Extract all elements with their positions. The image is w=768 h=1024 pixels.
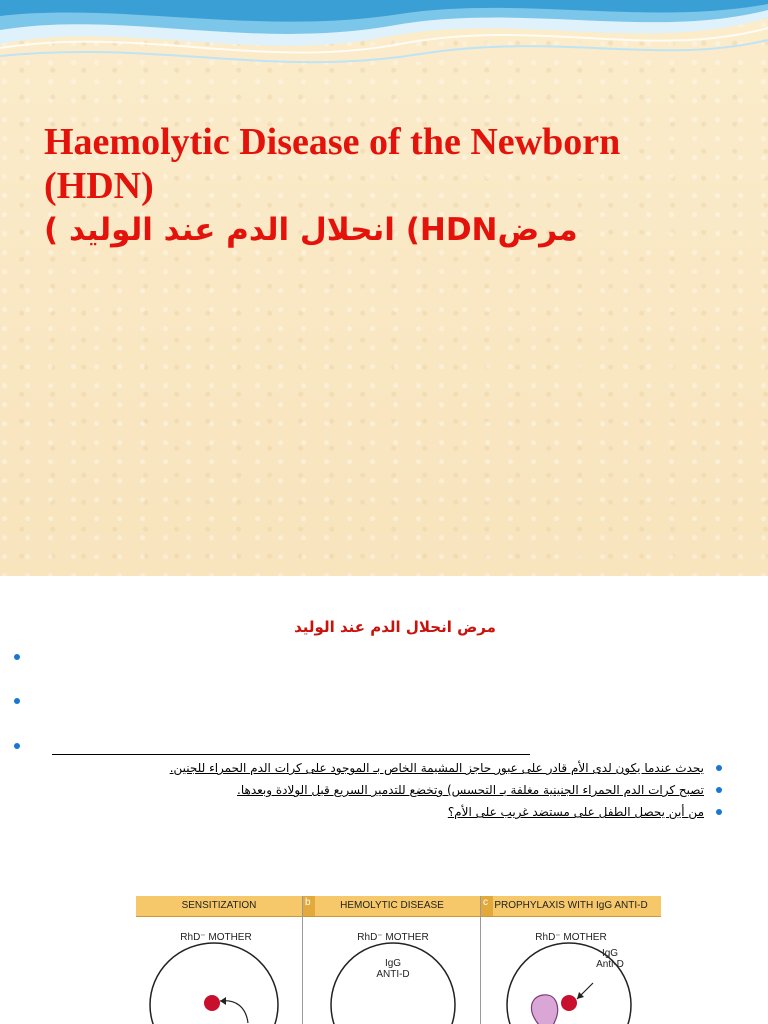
panel-letter — [136, 896, 148, 916]
wave-banner — [0, 0, 768, 80]
bullet-text: من أين يحصل الطفل على مستضد غريب على الأم؟ — [447, 805, 704, 819]
mother-label: RhD⁻ MOTHER — [357, 932, 429, 943]
content-slide — [0, 576, 768, 1024]
panel-header — [136, 896, 302, 917]
panel-sensitization — [136, 896, 302, 1024]
panel-hemolytic-disease — [302, 896, 481, 1024]
list-item — [60, 804, 708, 820]
panel-header — [481, 896, 661, 917]
panel-letter: b — [303, 896, 315, 916]
antibody-label: IgG Anti-D — [596, 948, 624, 970]
panel-title: HEMOLYTIC DISEASE — [340, 900, 444, 911]
mother-label: RhD⁻ MOTHER — [535, 932, 607, 943]
list-item — [60, 760, 708, 776]
slide-heading: مرض انحلال الدم عند الوليد — [294, 618, 496, 636]
bullet-text: تصبح كرات الدم الحمراء الجنينية مغلفة بـ التحسس) وتخضع للتدمير السريع قبل الولادة وبعدها. — [237, 783, 704, 797]
rh-disease-figure — [136, 896, 660, 1024]
slide-title — [44, 120, 744, 252]
list-item — [60, 782, 708, 798]
bullet-marker — [14, 654, 20, 660]
panel-prophylaxis — [480, 896, 661, 1024]
title-english: Haemolytic Disease of the Newborn — [44, 121, 621, 163]
panel-title: PROPHYLAXIS WITH IgG ANTI-D — [494, 900, 648, 911]
title-abbreviation: (HDN) — [44, 165, 154, 207]
bullet-marker — [14, 743, 20, 749]
mother-label: RhD⁻ MOTHER — [180, 932, 252, 943]
panel-letter: c — [481, 896, 493, 916]
panel-header — [303, 896, 481, 917]
title-arabic: مرضHDN) انحلال الدم عند الوليد ) — [44, 212, 578, 248]
bullet-list — [60, 760, 708, 826]
antibody-label: IgG ANTI-D — [376, 958, 410, 980]
bullet-text: يحدث عندما يكون لدى الأم قادر على عبور حاجز المشيمة الخاص بـ الموجود على كرات الدم الحمراء للجنين. — [169, 761, 704, 775]
panel-title: SENSITIZATION — [181, 900, 257, 911]
blank-underline — [52, 754, 530, 755]
bullet-marker — [14, 698, 20, 704]
